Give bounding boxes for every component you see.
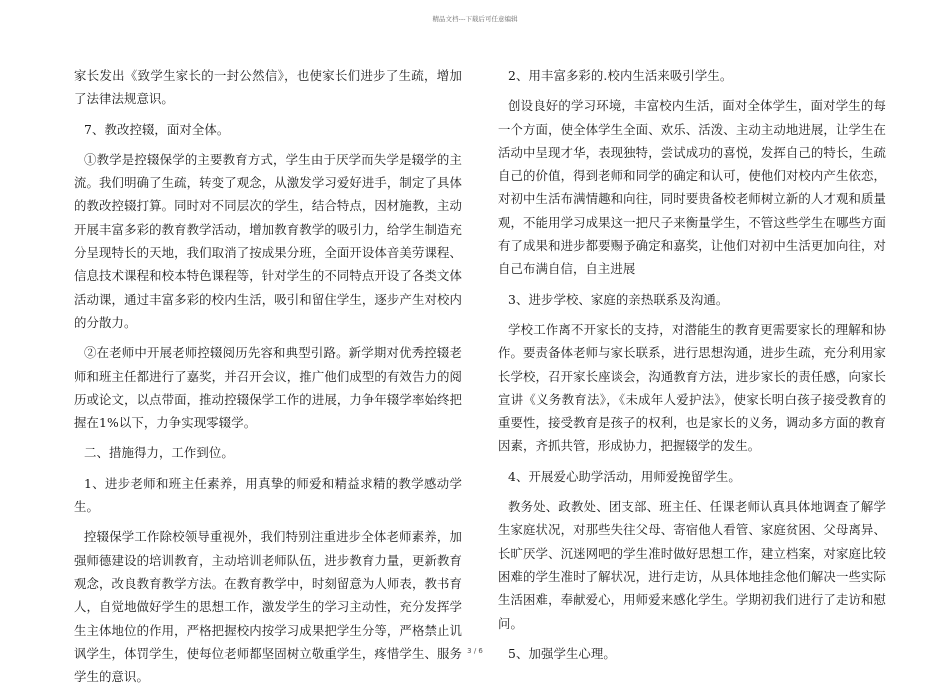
paragraph: ①教学是控辍保学的主要教育方式，学生由于厌学而失学是辍学的主流。我们明确了生疏，转变了观念，从激发学习爱好进手，制定了具体的教改控辍打算。同时对不同层次的学生，结合特点，因材施教，主动开展丰富多彩的教育教学活动，增加教育教学的吸引力，给学生制造充分呈现特长的天地，我们取消了按成果分班，全面开设体音美劳课程、信息技术课程和校本特色课程等，针对学生的不同特点开设了各类文体活动课，通过丰富多彩的校内生活，吸引和留住学生，逐步产生对校内的分散力。 <box>74 151 462 330</box>
page-number: 3 / 6 <box>467 647 483 655</box>
paragraph: 创设良好的学习环境，丰富校内生活，面对全体学生，面对学生的每一个方面，使全体学生全面、欢乐、活泼、主动主动地进展，让学生在活动中呈现才华，表现独特，尝试成功的喜悦，发挥自己的特长，生疏自己的价值，得到老师和同学的确定和认可，使他们对校内产生依恋，对初中生活布满情趣和向往，同时要贵备校老师树立新的人才观和质量观，不能用学习成果这一把尺子来衡量学生，不管这些学生在哪些方面有了成果和进步都要赐予确定和嘉奖，让他们对初中生活更加向往，对自己布满自信，自主进展 <box>498 98 886 277</box>
page-header: 精品文档---下载后可任意编辑 <box>432 15 518 23</box>
paragraph: 控辍保学工作除校领导重视外，我们特别注重进步全体老师素养，加强师德建设的培训教育，主动培训老师队伍，进步教育力量，更新教育观念，改良教育教学方法。在教育教学中，时刻留意为人师表，教书育人，自觉地做好学生的思想工作，激发学生的学习主动性，充分发挥学生主体地位的作用，严格把握校内按学习成果把学生分等，严格禁止讥讽学生，体罚学生，使每位老师都坚固树立敬重学生，疼惜学生、服务学生的意识。 <box>74 529 462 685</box>
paragraph: 7、教改控辍，面对全体。 <box>84 121 230 137</box>
paragraph: ②在老师中开展老师控辍阅历先容和典型引路。新学期对优秀控辍老师和班主任都进行了嘉奖，并召开会议，推广他们成型的有效告力的阅历或论文，以点带面，推动控辍保学工作的进展，力争年辍学率始终把握在1%以下，力争实现零辍学。 <box>74 345 462 431</box>
section-heading: 二、措施得力，工作到位。 <box>84 445 234 461</box>
paragraph: 1、进步老师和班主任素养，用真挚的师爱和精益求精的教学感动学生。 <box>74 475 462 515</box>
paragraph: 家长发出《致学生家长的一封公然信》，也使家长们进步了生疏，增加了法律法规意识。 <box>74 68 462 107</box>
paragraph: 5、加强学生心理。 <box>508 645 616 661</box>
paragraph: 2、用丰富多彩的.校内生活来吸引学生。 <box>508 68 733 83</box>
paragraph: 学校工作离不开家长的支持，对潜能生的教育更需要家长的理解和协作。要责备体老师与家长联系，进行思想沟通，进步生疏，充分利用家长学校，召开家长座谈会，沟通教育方法，进步家长的责任感，向家长宣讲《义务教育法》，《未成年人爱护法》，使家长明白孩子接受教育的重要性，接受教育是孩子的权利，也是家长的义务，调动多方面的教育因素，齐抓共管，形成协力，把握辍学的发生。 <box>498 321 886 454</box>
left-column <box>74 64 462 695</box>
paragraph: 教务处、政教处、团支部、班主任、任课老师认真具体地调查了解学生家庭状况，对那些失往父母、寄宿他人看管、家庭贫困、父母离异、长旷厌学、沉迷网吧的学生准时做好思想工作，建立档案，对家庭比较困难的学生准时了解状况，进行走访，从具体地挂念他们解决一些实际生活困难，奉献爱心，用师爱来感化学生。学期初我们进行了走访和慰问。 <box>498 499 886 631</box>
paragraph: 3、进步学校、家庭的亲热联系及沟通。 <box>508 291 729 307</box>
right-column <box>498 64 886 672</box>
paragraph: 4、开展爱心助学活动，用师爱挽留学生。 <box>508 468 741 484</box>
